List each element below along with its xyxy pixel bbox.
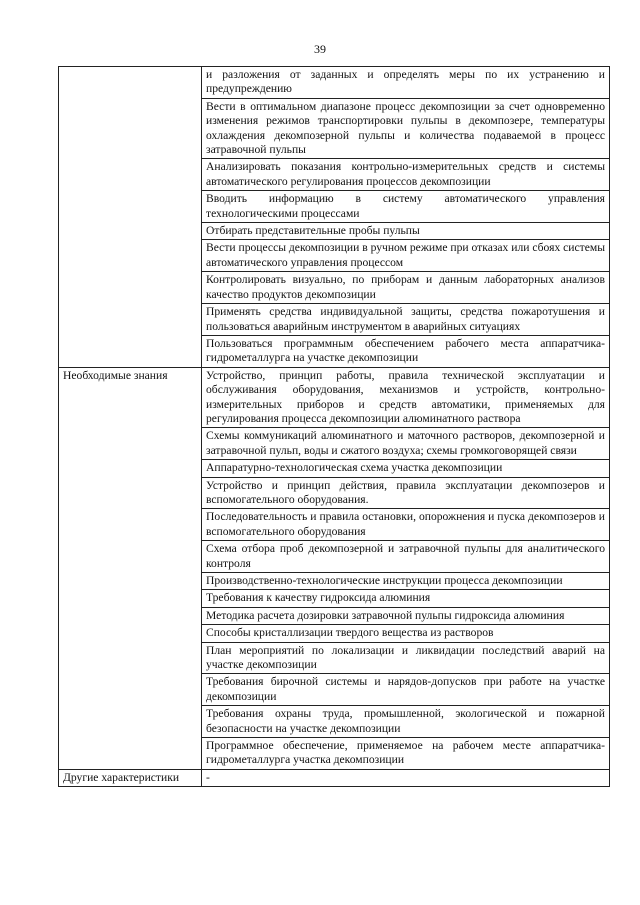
table-cell-text: План мероприятий по локализации и ликвидации последствий аварий на участке декомпозиции	[202, 642, 610, 674]
table-cell-text: Отбирать представительные пробы пульпы	[202, 223, 610, 240]
section-label: Другие характеристики	[59, 769, 202, 786]
table-cell-text: Устройство и принцип действия, правила эксплуатации декомпозеров и вспомогательного оборудования.	[202, 477, 610, 509]
table-cell-text: Производственно-технологические инструкции процесса декомпозиции	[202, 573, 610, 590]
table-cell-text: Схема отбора проб декомпозерной и затравочной пульпы для аналитического контроля	[202, 541, 610, 573]
table-cell-text: Применять средства индивидуальной защиты, средства пожаротушения и пользоваться аварийным инструментом в аварийных ситуациях	[202, 304, 610, 336]
table-cell-text: Вводить информацию в систему автоматического управления технологическими процессами	[202, 191, 610, 223]
table-cell-text: Аппаратурно-технологическая схема участка декомпозиции	[202, 460, 610, 477]
table-cell-text: Устройство, принцип работы, правила технической эксплуатации и обслуживания оборудования, механизмов и устройств, контрольно-измерительных приборов и средств автоматики, применяемых для регулирования процесса декомпозиции алюминатного раствора	[202, 367, 610, 428]
table-cell-text: Последовательность и правила остановки, опорожнения и пуска декомпозеров и вспомогательного оборудования	[202, 509, 610, 541]
table-cell-text: Вести процессы декомпозиции в ручном режиме при отказах или сбоях системы автоматического управления процессом	[202, 240, 610, 272]
table-cell-text: Вести в оптимальном диапазоне процесс декомпозиции за счет одновременно изменения режимов транспортировки пульпы в декомпозере, температуры охлаждения декомпозерной пульпы и количества подаваемой в процесс затравочной пульпы	[202, 98, 610, 159]
section-label	[59, 67, 202, 368]
table-cell-text: -	[202, 769, 610, 786]
table-cell-text: Схемы коммуникаций алюминатного и маточного растворов, декомпозерной и затравочной пульп, воды и сжатого воздуха; схемы громкоговорящей связи	[202, 428, 610, 460]
table-row	[59, 367, 610, 428]
table-cell-text: и разложения от заданных и определять меры по их устранению и предупреждению	[202, 67, 610, 99]
table-cell-text: Методика расчета дозировки затравочной пульпы гидроксида алюминия	[202, 607, 610, 624]
table-cell-text: Способы кристаллизации твердого вещества из растворов	[202, 625, 610, 642]
qualification-table	[58, 66, 610, 787]
table-row	[59, 769, 610, 786]
table-cell-text: Требования охраны труда, промышленной, экологической и пожарной безопасности на участке декомпозиции	[202, 706, 610, 738]
table-cell-text: Требования к качеству гидроксида алюминия	[202, 590, 610, 607]
table-row	[59, 67, 610, 99]
table-cell-text: Требования бирочной системы и нарядов-допусков при работе на участке декомпозиции	[202, 674, 610, 706]
table-body	[59, 67, 610, 787]
table-cell-text: Контролировать визуально, по приборам и данным лабораторных анализов качество продуктов декомпозиции	[202, 272, 610, 304]
qualification-table-wrapper	[58, 66, 607, 787]
table-cell-text: Анализировать показания контрольно-измерительных средств и системы автоматического регулирования процессов декомпозиции	[202, 159, 610, 191]
page-number: 39	[314, 42, 326, 56]
table-cell-text: Пользоваться программным обеспечением рабочего места аппаратчика-гидрометаллурга на участке декомпозиции	[202, 335, 610, 367]
section-label: Необходимые знания	[59, 367, 202, 769]
table-cell-text: Программное обеспечение, применяемое на рабочем месте аппаратчика-гидрометаллурга участка декомпозиции	[202, 738, 610, 770]
